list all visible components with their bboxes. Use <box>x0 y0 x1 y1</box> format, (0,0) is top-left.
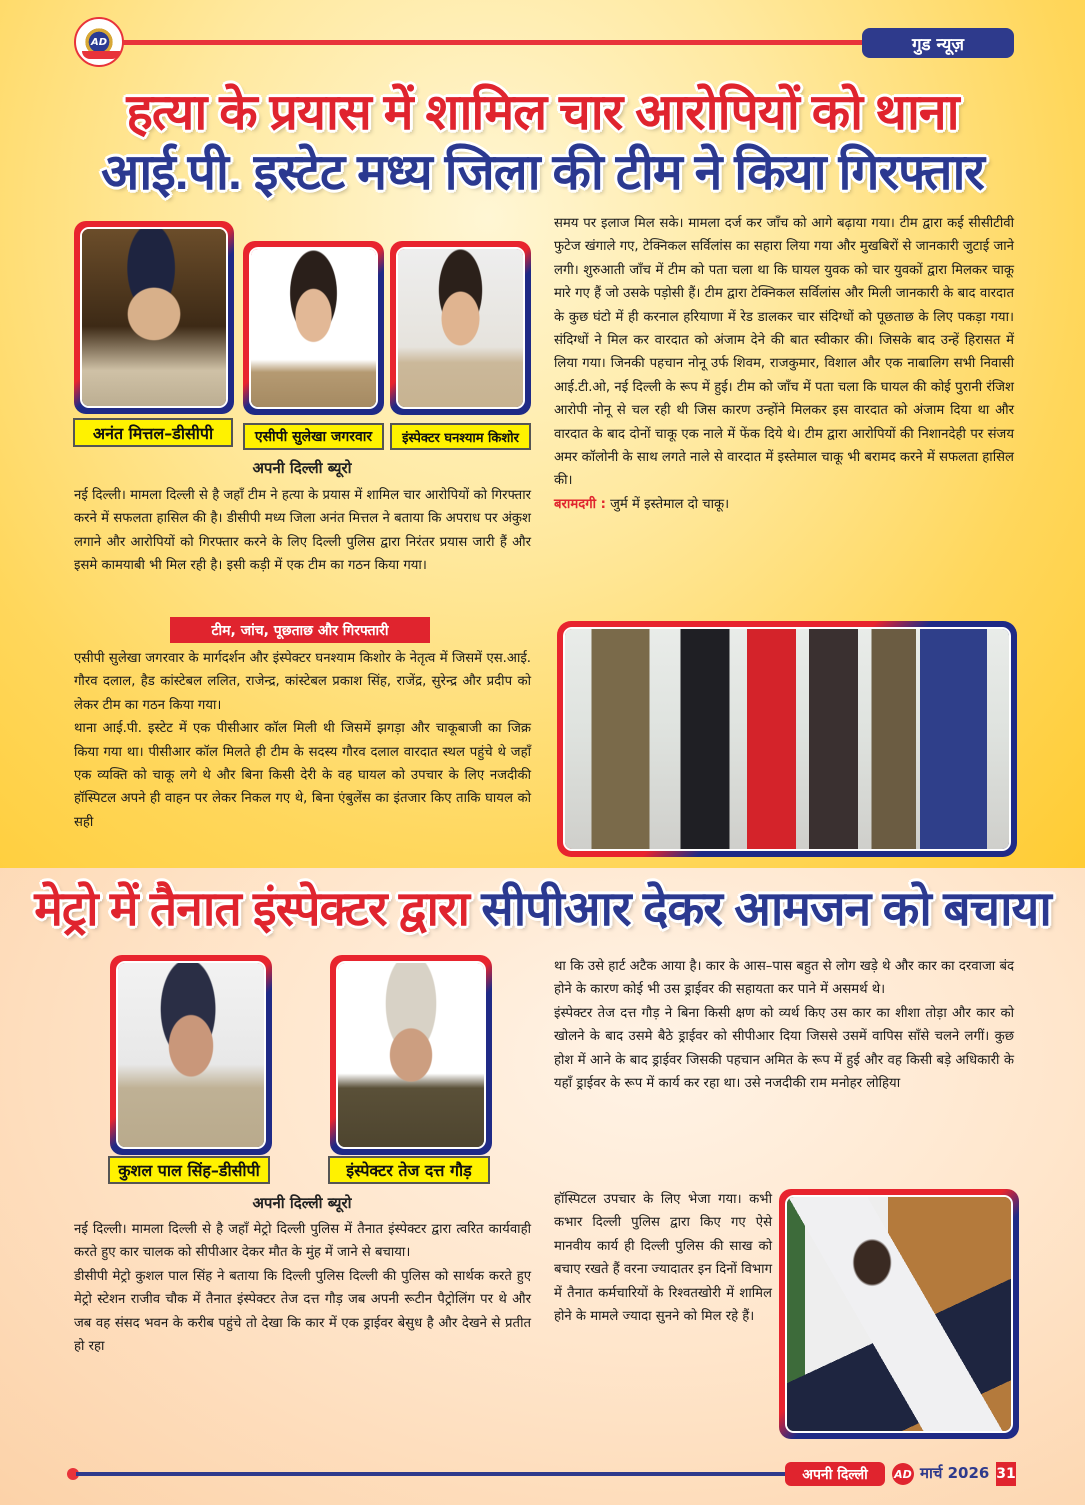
photo-caption: कुशल पाल सिंह–डीसीपी <box>108 1156 270 1184</box>
headline-blue-part: सीपीआर देकर आमजन को बचाया <box>468 883 1051 936</box>
photo-frame-acp-sulekha <box>243 241 384 415</box>
story1-body-right <box>554 212 1014 516</box>
headline-red-part: मेट्रो में तैनात इंस्पेक्टर द्वारा <box>34 883 469 936</box>
footer-divider <box>76 1472 786 1476</box>
header-divider <box>122 40 864 45</box>
story1-headline-line1: हत्या के प्रयास में शामिल चार आरोपियों को थाना <box>126 84 959 140</box>
recovery-label: बरामदगी : <box>554 496 606 512</box>
photo-caption: इंस्पेक्टर घनश्याम किशोर <box>390 423 531 450</box>
portrait-photo <box>251 249 376 407</box>
photo-frame-dcp-kushal-pal <box>110 955 272 1155</box>
rescue-photo <box>787 1197 1011 1431</box>
group-photo <box>565 629 1009 849</box>
paragraph: इंस्पेक्टर तेज दत्त गौड़ ने बिना किसी क्षण को व्यर्थ किए उस कार का शीशा तोड़ा और कार को खोलने के बाद उसमे बैठे ड्राईवर को सीपीआर दिया जिससे उसमें वापिस साँसे चलने लगीं। कुछ होश में आने के बाद ड्राईवर जिसकी पहचान अमित के रूप में हुई और वह किसी बड़े अधिकारी के यहाँ ड्राईवर के रूप में कार्य कर रहा था। उसे नजदीकी राम मनोहर लोहिया <box>554 1005 1014 1092</box>
paragraph: नई दिल्ली। मामला दिल्ली से है जहाँ टीम ने हत्या के प्रयास में शामिल चार आरोपियों को गिरफ्तार करने में सफलता हासिल की है। डीसीपी मध्य जिला अनंत मित्तल ने बताया कि अपराध पर अंकुश लगाने और आरोपियों को गिरफ्तार करने के लिए दिल्ली पुलिस द्वारा निरंतर प्रयास जारी हैं और इसमे कामयाबी भी मिल रही है। इसी कड़ी में एक टीम का गठन किया गया। <box>74 488 531 574</box>
paragraph: एसीपी सुलेखा जगरवार के मार्गदर्शन और इंस्पेक्टर घनश्याम किशोर के नेतृत्व में जिसमें एस.आई. गौरव दलाल, हैड कांस्टेबल ललित, राजेन्द्र, कांस्टेबल प्रकाश सिंह, राजेंद्र, सुरेन्द्र और प्रदीप को लेकर टीम का गठन किया गया। <box>74 651 531 713</box>
paragraph: हॉस्पिटल उपचार के लिए भेजा गया। कभी कभार दिल्ली पुलिस द्वारा किए गए ऐसे मानवीय कार्य ही दिल्ली पुलिस की साख को बचाए रखते हैं वरना ज्यादातर इन दिनों विभाग में तैनात कर्मचारियों के रिश्वतखोरी में शामिल होने के मामले ज्यादा सुनने को मिल रहे हैं। <box>554 1192 772 1325</box>
story1-headline-line2: आई.पी. इस्टेट मध्य जिला की टीम ने किया गिरफ्तार <box>101 144 984 200</box>
photo-caption: एसीपी सुलेखा जगरवार <box>243 423 384 450</box>
story1-body-left-2 <box>74 647 531 834</box>
issue-date: मार्च 2026 <box>920 1464 990 1482</box>
portrait-photo <box>82 229 226 406</box>
portrait-photo <box>398 249 523 407</box>
logo-ribbon <box>82 51 120 59</box>
footer-logo-icon: AD <box>892 1463 914 1485</box>
story2-body-left <box>74 1218 531 1358</box>
page-number: 31 <box>996 1462 1016 1486</box>
story2-headline <box>0 878 1085 942</box>
recovery-text: जुर्म में इस्तेमाल दो चाकू। <box>605 496 730 512</box>
photo-frame-arrested-group <box>557 621 1017 857</box>
logo-emblem: AD <box>83 26 115 58</box>
photo-frame-inspector-ghanshyam <box>390 241 531 415</box>
byline: अपनी दिल्ली ब्यूरो <box>252 459 352 477</box>
portrait-photo <box>118 963 264 1147</box>
photo-frame-dcp-anant-mittal <box>74 221 234 414</box>
paragraph: नई दिल्ली। मामला दिल्ली से है जहाँ मेट्रो दिल्ली पुलिस में तैनात इंस्पेक्टर द्वारा त्वरित कार्यवाही करते हुए कार चालक को सीपीआर देकर मौत के मुंह में जाने से बचाया। <box>74 1222 531 1261</box>
photo-caption: अनंत मित्तल–डीसीपी <box>73 418 233 447</box>
subhead: टीम, जांच, पूछताछ और गिरफ्तारी <box>170 617 430 643</box>
paragraph: डीसीपी मेट्रो कुशल पाल सिंह ने बताया कि दिल्ली पुलिस दिल्ली की पुलिस को सार्थक करते हुए मेट्रो स्टेशन राजीव चौक में तैनात इंस्पेक्टर तेज दत्त गौड़ जब अपनी रूटीन पैट्रोलिंग पर थे और जब वह संसद भवन के करीब पहुंचे तो देखा कि कार में एक ड्राईवर बेसुध है और देखने से प्रतीत हो रहा <box>74 1268 531 1355</box>
story2-body-right <box>554 955 1014 1095</box>
recovery-line <box>554 493 1014 516</box>
footer-brand: अपनी दिल्ली <box>785 1462 885 1486</box>
paragraph: थाना आई.पी. इस्टेट में एक पीसीआर कॉल मिली थी जिसमें झगड़ा और चाकूबाजी का जिक्र किया गया था। पीसीआर कॉल मिलते ही टीम के सदस्य गौरव दलाल वारदात स्थल पहुंचे थे जहाँ एक व्यक्ति को चाकू लगे थे और बिना किसी देरी के वह घायल को उपचार के लिए नजदीकी हॉस्पिटल अपने ही वाहन पर लेकर निकल गए थे, बिना एंबुलेंस का इंतजार किए ताकि घायल को सही <box>74 721 531 830</box>
paragraph: था कि उसे हार्ट अटैक आया है। कार के आस–पास बहुत से लोग खड़े थे और कार का दरवाजा बंद होने के कारण कोई भी उस ड्राईवर की सहायता कर पाने में असमर्थ थे। <box>554 959 1014 998</box>
section-badge: गुड न्यूज़ <box>862 28 1014 58</box>
photo-frame-rescued-driver <box>779 1189 1019 1439</box>
story1-body-left <box>74 484 531 578</box>
byline: अपनी दिल्ली ब्यूरो <box>252 1194 352 1212</box>
paragraph: समय पर इलाज मिल सके। मामला दर्ज कर जाँच को आगे बढ़ाया गया। टीम द्वारा कई सीसीटीवी फुटेज खंगाले गए, टेक्निकल सर्विलांस का सहारा लिया गया और मुखबिरों से जानकारी जुटाई जाने लगी। शुरुआती जाँच में टीम को पता चला था कि घायल युवक को चार युवकों द्वारा मिलकर चाकू मारे गए हैं जो उसके पड़ोसी हैं। टीम द्वारा टेक्निकल सर्विलांस और मिली जानकारी के बाद वारदात के कुछ घंटो में ही करनाल हरियाणा में रेड डालकर चार संदिग्धों को पूछताछ के लिए पकड़ा गया। संदिग्धों ने मिल कर वारदात को अंजाम देने की बात स्वीकार की। जिसके बाद उन्हें हिरासत में लिया गया। जिनकी पहचान नोनू उर्फ शिवम, राजकुमार, विशाल और एक नाबालिग सभी निवासी आई.टी.ओ, नई दिल्ली के रूप में हुई। टीम को जाँच में पता चला कि घायल की कोई पुरानी रंजिश आरोपी नोनू से चल रही थी जिस कारण उन्होंने मिलकर इस वारदात को अंजाम दिया था और वारदात के बाद दोनों चाकू एक नाले में फेंक दिये थे। टीम द्वारा आरोपियों की निशानदेही पर संजय अमर कॉलोनी के साथ लगते नाले से वारदात में इस्तेमाल चाकू भी बरामद करने में सफलता हासिल की। <box>554 216 1014 489</box>
story2-body-narrow <box>554 1188 772 1328</box>
portrait-photo <box>338 963 484 1147</box>
delhi-police-logo-icon <box>74 17 124 67</box>
photo-caption: इंस्पेक्टर तेज दत्त गौड़ <box>328 1156 490 1184</box>
photo-frame-inspector-tej-dutt <box>330 955 492 1155</box>
